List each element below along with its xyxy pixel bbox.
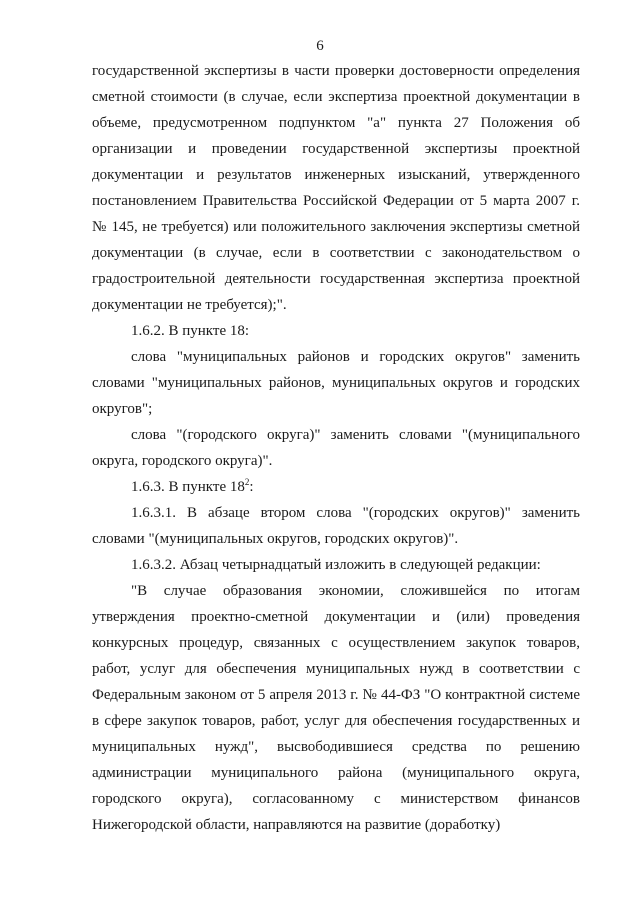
paragraph-item-1-6-3-1: 1.6.3.1. В абзаце втором слова "(городских округов)" заменить словами "(муниципальных округов, городских округов)".	[92, 505, 580, 547]
item-1-6-3-superscript: 2	[244, 477, 250, 487]
paragraph-new-wording: "В случае образования экономии, сложившейся по итогам утверждения проектно-сметной документации и (или) проведения конкурсных процедур, связанных с осуществлением закупок товаров, работ, услуг для обеспечения муниципальных нужд в соответствии с Федеральным законом от 5 апреля 2013 г. № 44-ФЗ "О контрактной системе в сфере закупок товаров, работ, услуг для обеспечения государственных и муниципальных нужд", высвободившиеся средства по решению администрации муниципального района (муниципального округа, городского округа), согласованному с министерством финансов Нижегородской области, направляются на развитие (доработку)	[92, 583, 580, 833]
paragraph-item-1-6-3-2: 1.6.3.2. Абзац четырнадцатый изложить в следующей редакции:	[131, 557, 541, 573]
paragraph-item-1-6-3	[92, 474, 580, 500]
item-1-6-3-text: 1.6.3. В пункте 18	[131, 479, 245, 495]
item-1-6-3-colon: :	[249, 479, 254, 495]
paragraph-continuation: государственной экспертизы в части проверки достоверности определения сметной стоимости (в случае, если экспертиза проектной документации в объеме, предусмотренном подпунктом "а" пункта 27 Положения об организации и проведении государственной экспертизы проектной документации и результатов инженерных изысканий, утвержденного постановлением Правительства Российской Федерации от 5 марта 2007 г. № 145, не требуется) или положительного заключения экспертизы сметной документации (в случае, если в соответствии с законодательством о градостроительной деятельности государственная экспертиза проектной документации не требуется);".	[92, 63, 580, 313]
paragraph-words-replace-2: слова "(городского округа)" заменить словами "(муниципального округа, городского округа)".	[92, 427, 580, 469]
paragraph-item-1-6-2: 1.6.2. В пункте 18:	[131, 323, 250, 339]
document-body	[92, 58, 580, 838]
paragraph-words-replace-1: слова "муниципальных районов и городских округов" заменить словами "муниципальных районов, муниципальных округов и городских округов";	[92, 349, 580, 417]
page-number: 6	[316, 38, 324, 54]
